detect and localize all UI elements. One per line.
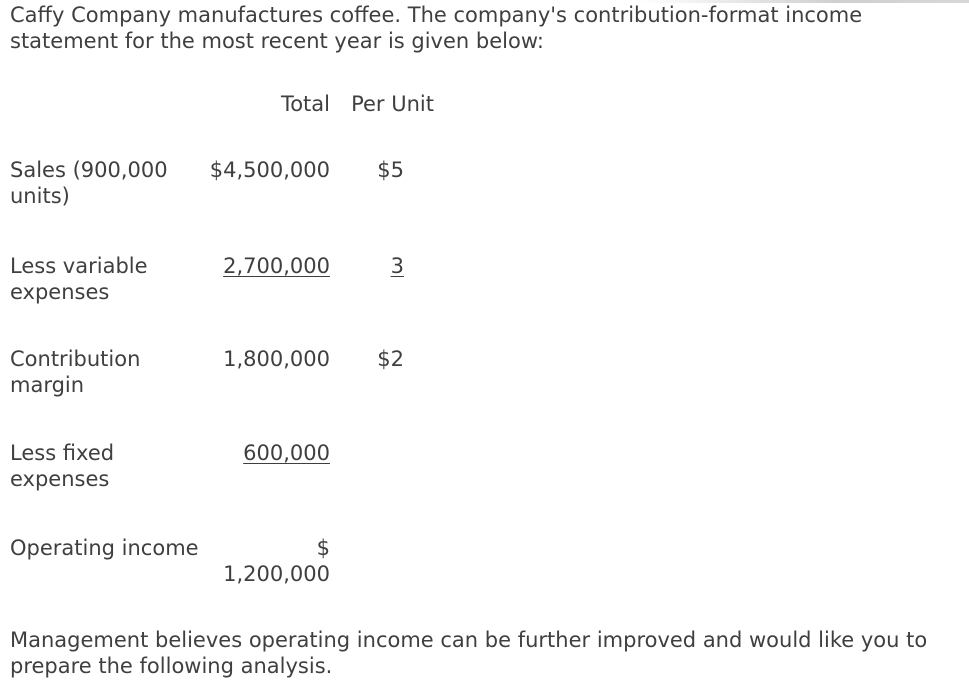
- row-label-sales: Sales (900,000 units): [10, 158, 168, 208]
- row-label-variable-expenses: Less variable expenses: [10, 254, 148, 304]
- row-total-operating-income: [205, 535, 330, 587]
- row-label-contribution-margin: Contribution margin: [10, 347, 141, 397]
- closing-paragraph: Management believes operating income can be further improved and would like you to prepare the following analysis.: [10, 628, 928, 678]
- row-per-unit-sales: $5: [377, 158, 404, 182]
- intro-paragraph: Caffy Company manufactures coffee. The company's contribution-format income statement for the most recent year is given below:: [10, 3, 863, 53]
- row-label-fixed-expenses: Less fixed expenses: [10, 441, 115, 491]
- column-header-total: Total: [280, 92, 330, 116]
- row-per-unit-variable-expenses-value: 3: [390, 254, 404, 278]
- row-total-sales: $4,500,000: [209, 158, 330, 182]
- row-total-variable-expenses-value: 2,700,000: [223, 254, 330, 278]
- column-header-per-unit: Per Unit: [351, 92, 434, 116]
- row-total-fixed-expenses-value: 600,000: [243, 441, 330, 465]
- row-total-operating-income-currency: $: [316, 536, 330, 560]
- row-total-operating-income-value: 1,200,000: [223, 562, 330, 586]
- row-per-unit-variable-expenses: [340, 253, 404, 279]
- row-total-variable-expenses: [205, 253, 330, 279]
- row-per-unit-contribution-margin: $2: [377, 347, 404, 371]
- row-label-operating-income: Operating income: [10, 536, 199, 560]
- row-total-fixed-expenses: [205, 440, 330, 466]
- row-total-contribution-margin: 1,800,000: [223, 347, 330, 371]
